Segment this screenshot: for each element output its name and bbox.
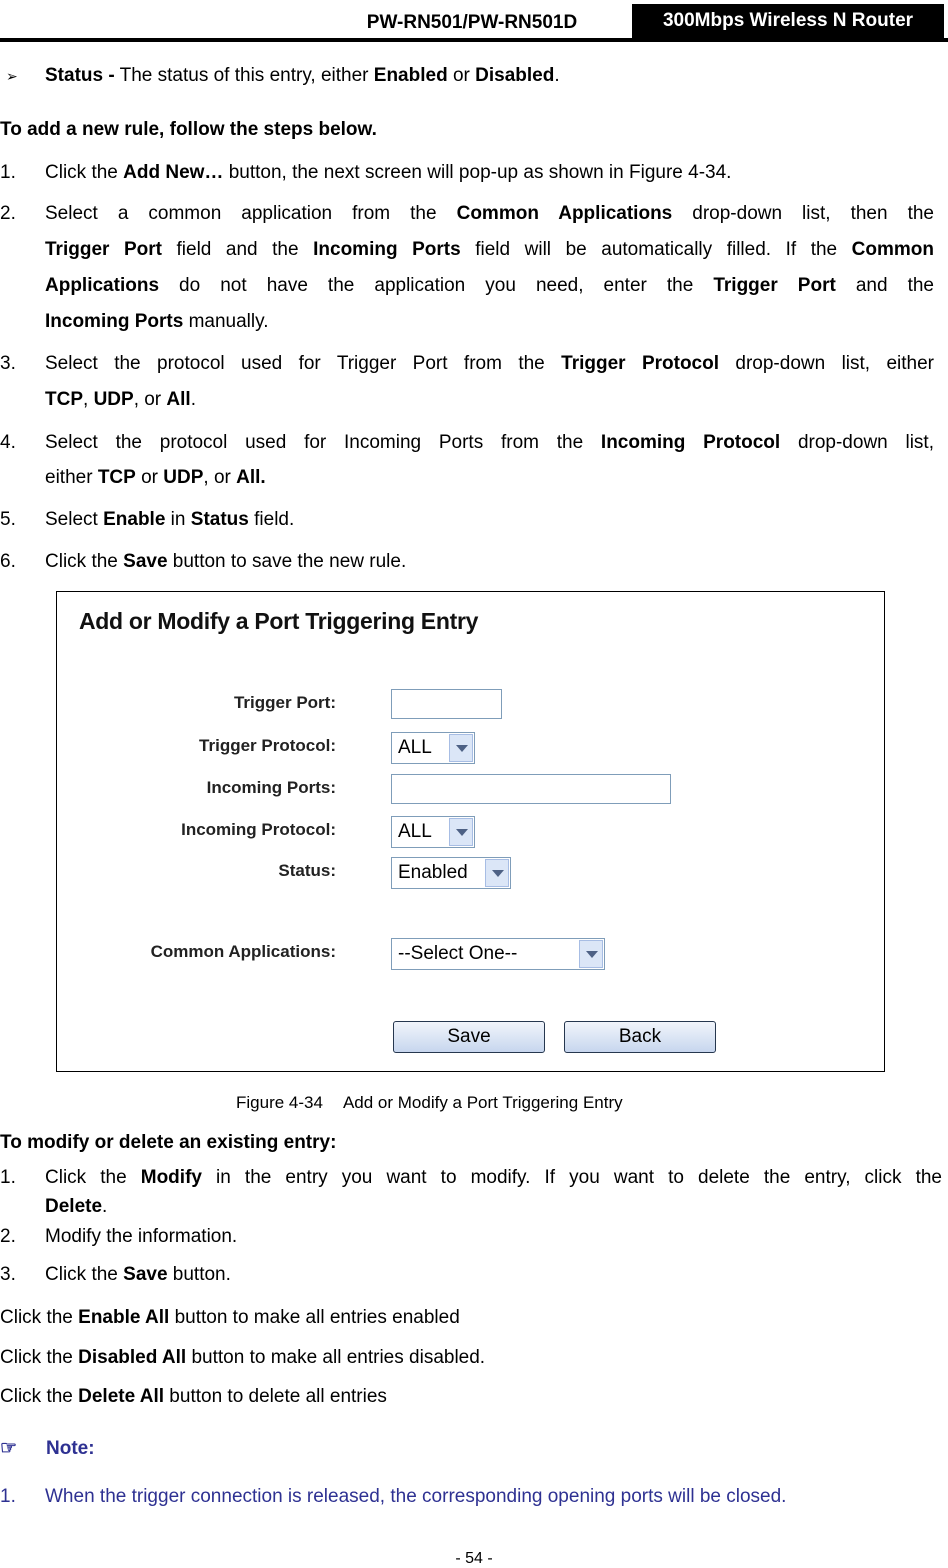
page-number: - 54 - — [455, 1550, 493, 1567]
trigger-port-input[interactable] — [391, 689, 502, 719]
trigger-protocol-label: Trigger Protocol: — [199, 736, 336, 755]
header-rule — [0, 38, 948, 42]
incoming-protocol-label: Incoming Protocol: — [181, 820, 336, 839]
save-button[interactable]: Save — [393, 1021, 545, 1053]
enable-all-text: Click the Enable All button to make all entries enabled — [0, 1307, 460, 1328]
add-heading: To add a new rule, follow the steps below. — [0, 119, 377, 140]
header-model: PW-RN501/PW-RN501D — [366, 12, 578, 33]
delete-all-text: Click the Delete All button to delete all entries — [0, 1386, 387, 1407]
chevron-down-icon — [485, 859, 509, 887]
chevron-down-icon — [449, 818, 473, 846]
pointing-hand-icon: ☞ — [0, 1438, 18, 1459]
trigger-port-label: Trigger Port: — [233, 693, 336, 712]
chevron-down-icon — [579, 940, 603, 968]
disabled-all-text: Click the Disabled All button to make all entries disabled. — [0, 1347, 486, 1368]
incoming-protocol-select[interactable]: ALL — [391, 816, 475, 848]
page-header — [0, 0, 948, 44]
note-heading: ☞ Note: — [0, 1438, 95, 1459]
common-applications-select[interactable]: --Select One-- — [391, 938, 605, 970]
figure-caption: Figure 4-34 Add or Modify a Port Triggering Entry — [236, 1093, 623, 1112]
common-applications-label: Common Applications: — [150, 942, 336, 961]
status-label: Status: — [278, 861, 336, 880]
header-title: 300Mbps Wireless N Router — [632, 4, 944, 38]
incoming-ports-label: Incoming Ports: — [206, 778, 336, 797]
incoming-ports-input[interactable] — [391, 774, 671, 804]
form-title: Add or Modify a Port Triggering Entry — [79, 608, 479, 634]
back-button[interactable]: Back — [564, 1021, 716, 1053]
trigger-protocol-select[interactable]: ALL — [391, 732, 475, 764]
modify-heading: To modify or delete an existing entry: — [0, 1132, 337, 1153]
chevron-down-icon — [449, 734, 473, 762]
arrow-bullet-icon: ➢ — [6, 68, 18, 84]
port-trigger-form-figure — [56, 591, 885, 1072]
status-select[interactable]: Enabled — [391, 857, 511, 889]
